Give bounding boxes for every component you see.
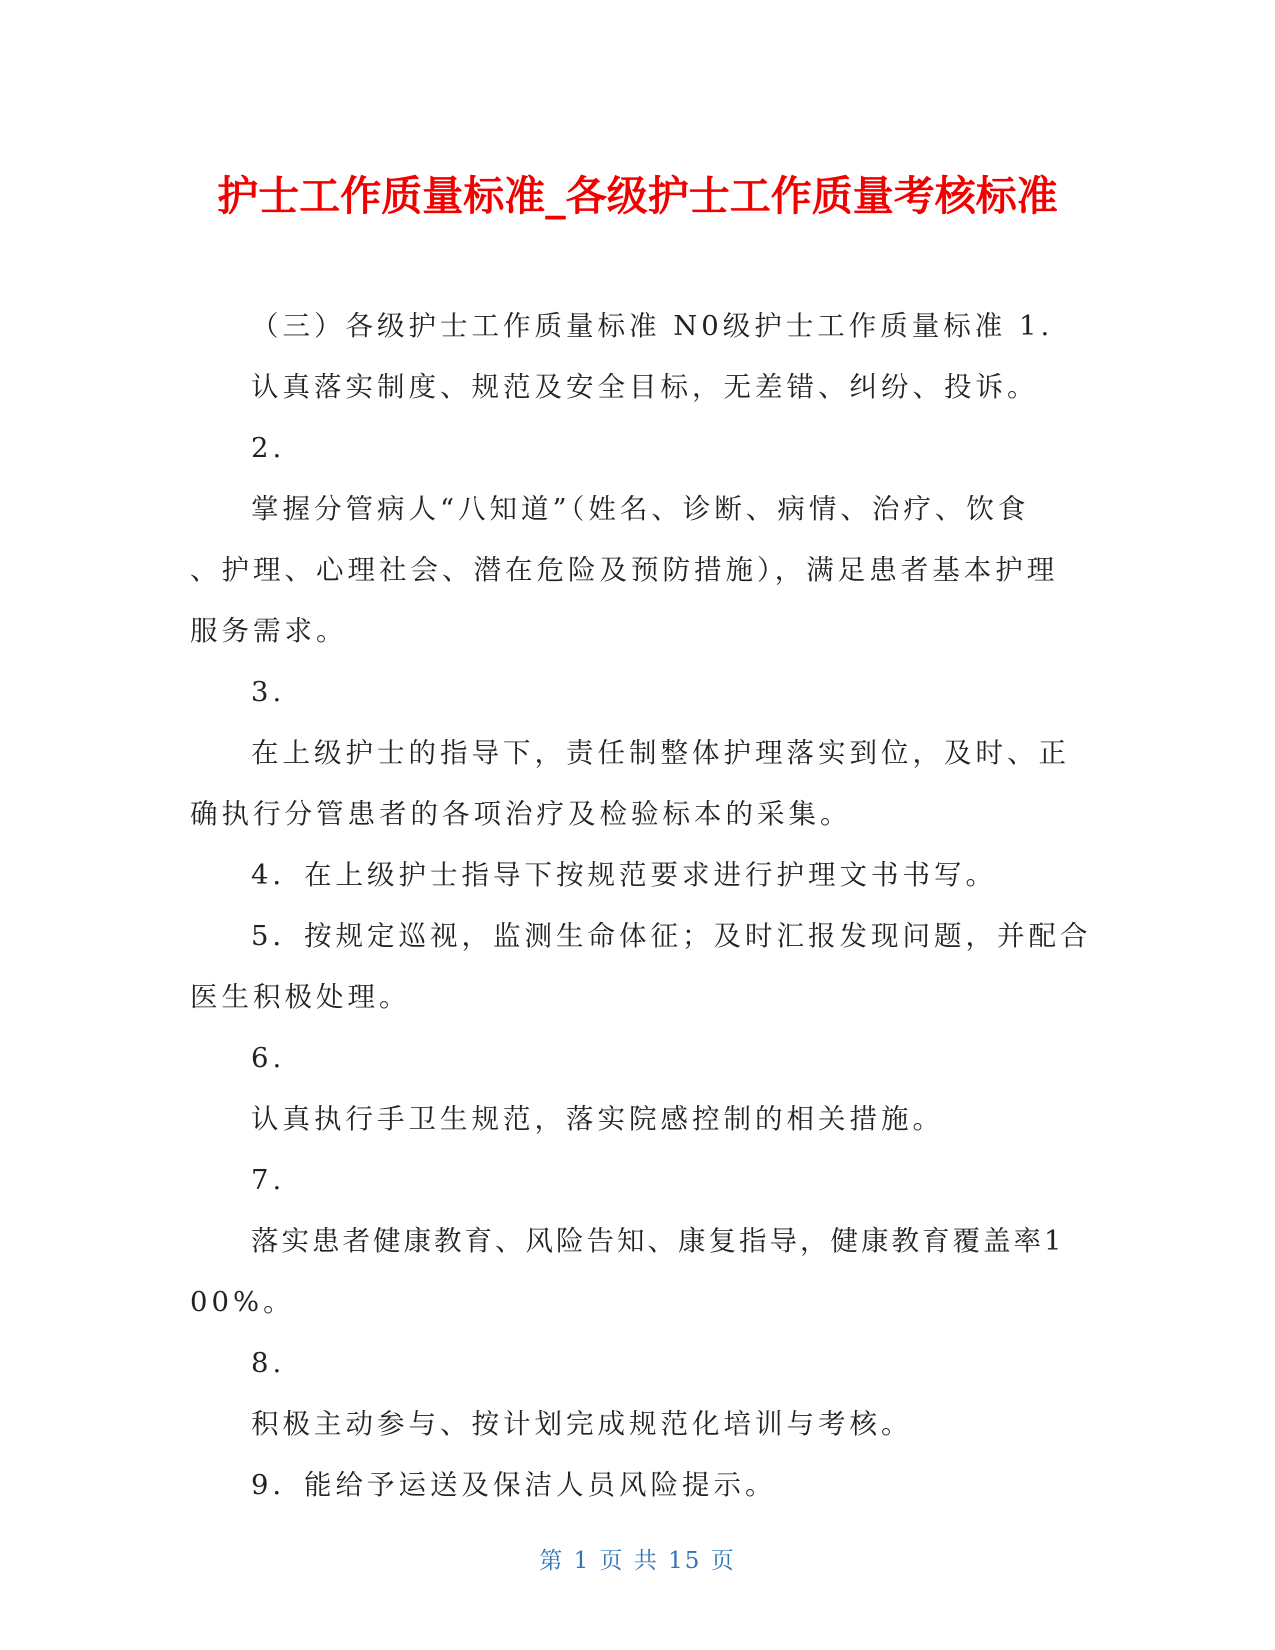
document-title: 护士工作质量标准_各级护士工作质量考核标准: [217, 172, 1058, 220]
body-line: （三）各级护士工作质量标准 N0级护士工作质量标准 1.: [251, 310, 1054, 342]
body-line: 落实患者健康教育、风险告知、康复指导，健康教育覆盖率1: [251, 1225, 1065, 1257]
body-line: 2.: [251, 432, 286, 464]
body-line: 3.: [251, 676, 286, 708]
body-line: 服务需求。: [190, 615, 348, 647]
body-line: 确执行分管患者的各项治疗及检验标本的采集。: [190, 798, 852, 830]
body-line: 00%。: [190, 1286, 295, 1318]
body-line: 在上级护士的指导下，责任制整体护理落实到位，及时、正: [251, 737, 1070, 769]
body-line: 医生积极处理。: [190, 981, 411, 1013]
page-number: 第 1 页 共 15 页: [539, 1548, 736, 1574]
body-line: 5．按规定巡视，监测生命体征；及时汇报发现问题，并配合: [251, 920, 1092, 952]
body-line: 认真落实制度、规范及安全目标，无差错、纠纷、投诉。: [251, 371, 1039, 403]
document-body: [190, 296, 1092, 1516]
body-line: 认真执行手卫生规范，落实院感控制的相关措施。: [251, 1103, 944, 1135]
body-line: 6.: [251, 1042, 286, 1074]
body-line: 4．在上级护士指导下按规范要求进行护理文书书写。: [251, 859, 997, 891]
body-line: 9．能给予运送及保洁人员风险提示。: [251, 1469, 777, 1501]
body-line: 7.: [251, 1164, 286, 1196]
body-line: 、护理、心理社会、潜在危险及预防措施），满足患者基本护理: [190, 554, 1059, 586]
body-line: 掌握分管病人“八知道”（姓名、诊断、病情、治疗、饮食: [251, 493, 1030, 525]
body-line: 8.: [251, 1347, 286, 1379]
body-line: 积极主动参与、按计划完成规范化培训与考核。: [251, 1408, 913, 1440]
